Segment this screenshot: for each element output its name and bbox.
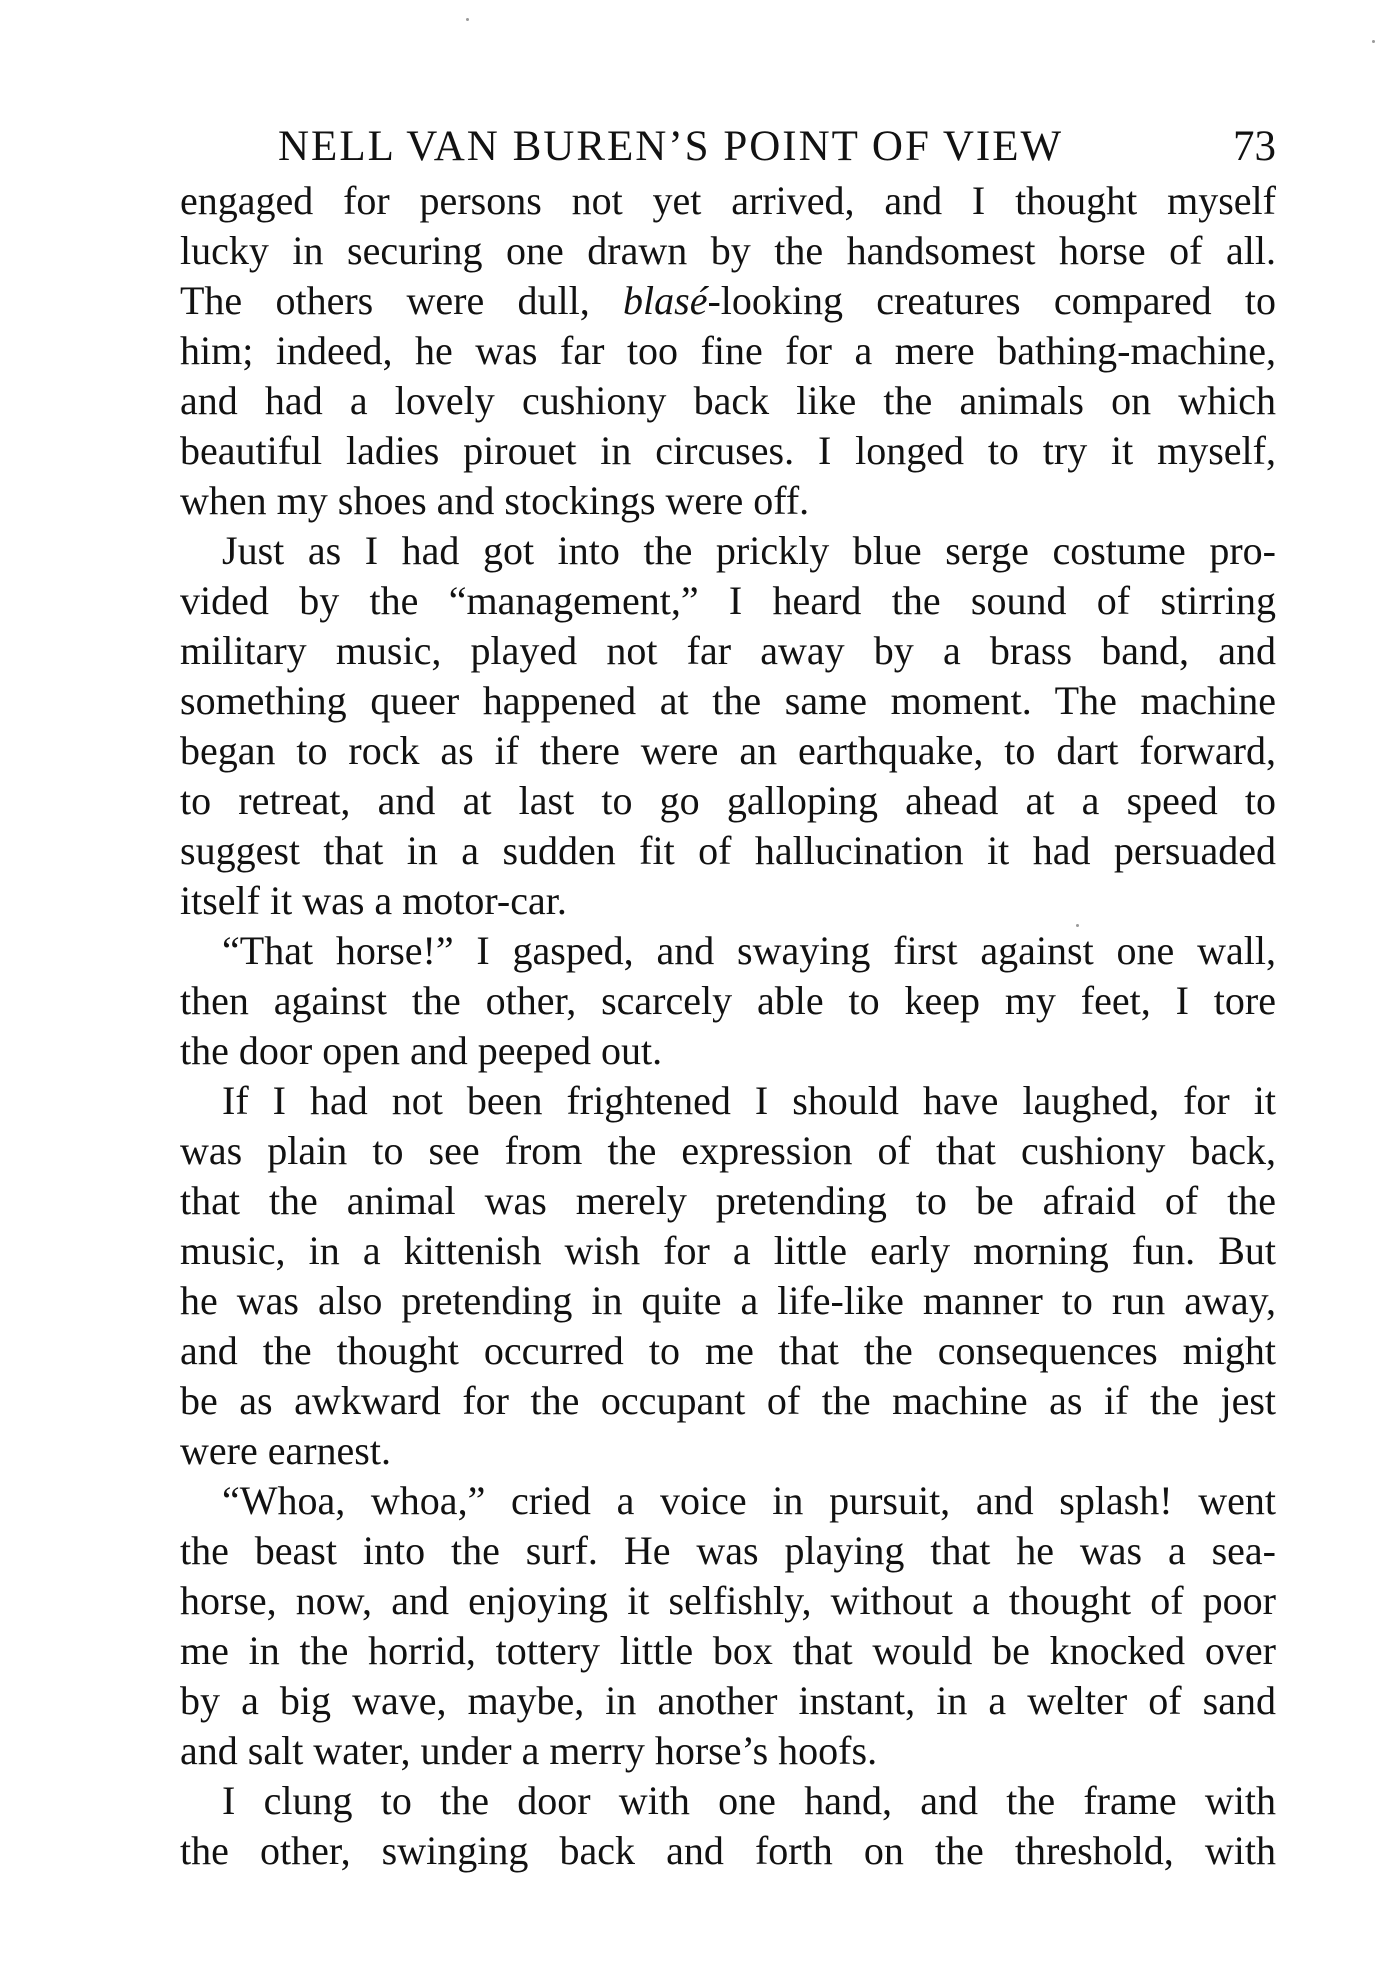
body-text bbox=[180, 176, 1276, 1876]
text-line: was plain to see from the expression of that cushiony back, bbox=[180, 1128, 1276, 1173]
text-line: he was also pretending in quite a life-like manner to run away, bbox=[180, 1278, 1276, 1323]
text-line: suggest that in a sudden fit of hallucination it had persuaded bbox=[180, 828, 1276, 873]
text-line: If I had not been frightened I should have laughed, for it bbox=[222, 1078, 1276, 1123]
paper-speck bbox=[466, 18, 469, 21]
text-line: that the animal was merely pretending to be afraid of the bbox=[180, 1178, 1276, 1223]
text-line: to retreat, and at last to go galloping ahead at a speed to bbox=[180, 778, 1276, 823]
text-line: and salt water, under a merry horse’s hoofs. bbox=[180, 1728, 878, 1773]
text-line: “Whoa, whoa,” cried a voice in pursuit, and splash! went bbox=[222, 1478, 1276, 1523]
text-line: something queer happened at the same moment. The machine bbox=[180, 678, 1276, 723]
text-line: then against the other, scarcely able to keep my feet, I tore bbox=[180, 978, 1276, 1023]
text-line: itself it was a motor-car. bbox=[180, 878, 567, 923]
text-line: him; indeed, he was far too fine for a mere bathing-machine, bbox=[180, 328, 1276, 373]
running-head-title: NELL VAN BUREN’S POINT OF VIEW bbox=[278, 123, 1064, 170]
text-line: by a big wave, maybe, in another instant, in a welter of sand bbox=[180, 1678, 1276, 1723]
italic-word: blasé bbox=[623, 278, 708, 323]
text-line: and the thought occurred to me that the consequences might bbox=[180, 1328, 1276, 1373]
text-line: me in the horrid, tottery little box that would be knocked over bbox=[180, 1628, 1276, 1673]
paper-speck bbox=[1076, 924, 1079, 927]
running-head bbox=[180, 118, 1276, 176]
text-line: horse, now, and enjoying it selfishly, without a thought of poor bbox=[180, 1578, 1276, 1623]
text-line: “That horse!” I gasped, and swaying first against one wall, bbox=[222, 928, 1276, 973]
page-number: 73 bbox=[1233, 123, 1276, 170]
book-page bbox=[180, 118, 1276, 1876]
text-line: military music, played not far away by a brass band, and bbox=[180, 628, 1276, 673]
text-line: be as awkward for the occupant of the machine as if the jest bbox=[180, 1378, 1276, 1423]
text-line: began to rock as if there were an earthquake, to dart forward, bbox=[180, 728, 1276, 773]
text-line: were earnest. bbox=[180, 1428, 391, 1473]
text-line: and had a lovely cushiony back like the animals on which bbox=[180, 378, 1276, 423]
text-line: engaged for persons not yet arrived, and I thought myself bbox=[180, 178, 1276, 223]
text-line: vided by the “management,” I heard the sound of stirring bbox=[180, 578, 1276, 623]
text-line: the beast into the surf. He was playing that he was a sea- bbox=[180, 1528, 1276, 1573]
text-line: I clung to the door with one hand, and the frame with bbox=[222, 1778, 1276, 1823]
text-line: The others were dull, blasé-looking creatures compared to bbox=[180, 278, 1276, 323]
text-line: Just as I had got into the prickly blue serge costume pro- bbox=[222, 528, 1276, 573]
text-line: music, in a kittenish wish for a little early morning fun. But bbox=[180, 1228, 1276, 1273]
text-line: beautiful ladies pirouet in circuses. I longed to try it myself, bbox=[180, 428, 1276, 473]
paper-speck bbox=[1372, 40, 1375, 43]
text-line: the other, swinging back and forth on the threshold, with bbox=[180, 1828, 1276, 1873]
text-line: lucky in securing one drawn by the handsomest horse of all. bbox=[180, 228, 1276, 273]
text-line: the door open and peeped out. bbox=[180, 1028, 663, 1073]
text-line: when my shoes and stockings were off. bbox=[180, 478, 810, 523]
